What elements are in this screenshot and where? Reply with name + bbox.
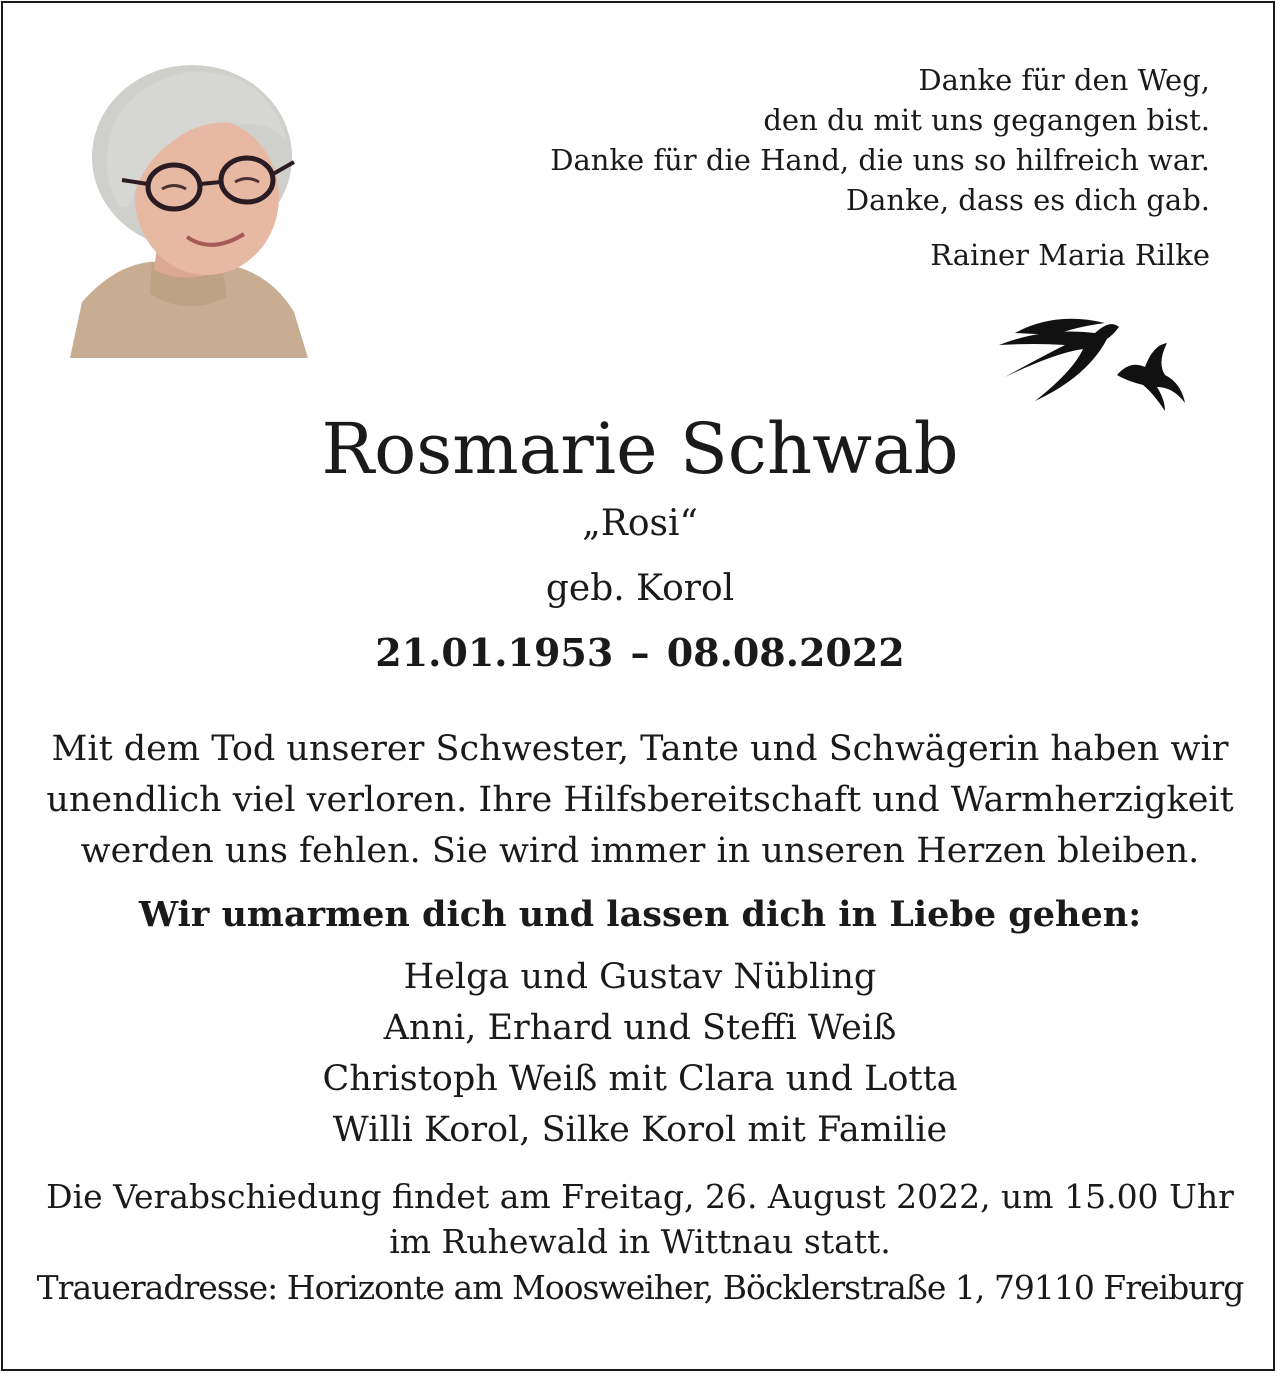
farewell-heading: Wir umarmen dich und lassen dich in Liebe gehen: [138, 894, 1142, 935]
condolence-message [0, 724, 1280, 877]
message-line: werden uns fehlen. Sie wird immer in unseren Herzen bleiben. [80, 831, 1200, 871]
poem [550, 60, 1210, 220]
service-info [0, 1174, 1280, 1264]
portrait-photo [62, 62, 308, 358]
life-dates: 21.01.1953 – 08.08.2022 [375, 630, 905, 675]
mourner: Helga und Gustav Nübling [403, 957, 877, 997]
message-line: unendlich viel verloren. Ihre Hilfsbereitschaft und Warmherzigkeit [46, 780, 1234, 820]
nickname: „Rosi“ [582, 503, 698, 544]
mourner: Christoph Weiß mit Clara und Lotta [322, 1059, 958, 1099]
service-line: im Ruhewald in Wittnau statt. [389, 1222, 891, 1261]
mourner: Anni, Erhard und Steffi Weiß [383, 1008, 897, 1048]
birth-name: geb. Korol [545, 568, 735, 609]
mourners-list [0, 952, 1280, 1156]
mourning-address: Traueradresse: Horizonte am Moosweiher, Böcklerstraße 1, 79110 Freiburg [36, 1268, 1244, 1307]
deceased-name: Rosmarie Schwab [321, 408, 959, 490]
poem-line: Danke für die Hand, die uns so hilfreich war. [550, 143, 1210, 177]
poem-line: Danke für den Weg, [918, 63, 1210, 97]
mourner: Willi Korol, Silke Korol mit Familie [332, 1110, 948, 1150]
poem-author: Rainer Maria Rilke [930, 238, 1210, 272]
message-line: Mit dem Tod unserer Schwester, Tante und Schwägerin haben wir [51, 729, 1229, 769]
service-line: Die Verabschiedung findet am Freitag, 26. August 2022, um 15.00 Uhr [46, 1177, 1234, 1216]
poem-line: Danke, dass es dich gab. [845, 183, 1210, 217]
poem-line: den du mit uns gegangen bist. [763, 103, 1210, 137]
swallows-icon [995, 305, 1195, 415]
